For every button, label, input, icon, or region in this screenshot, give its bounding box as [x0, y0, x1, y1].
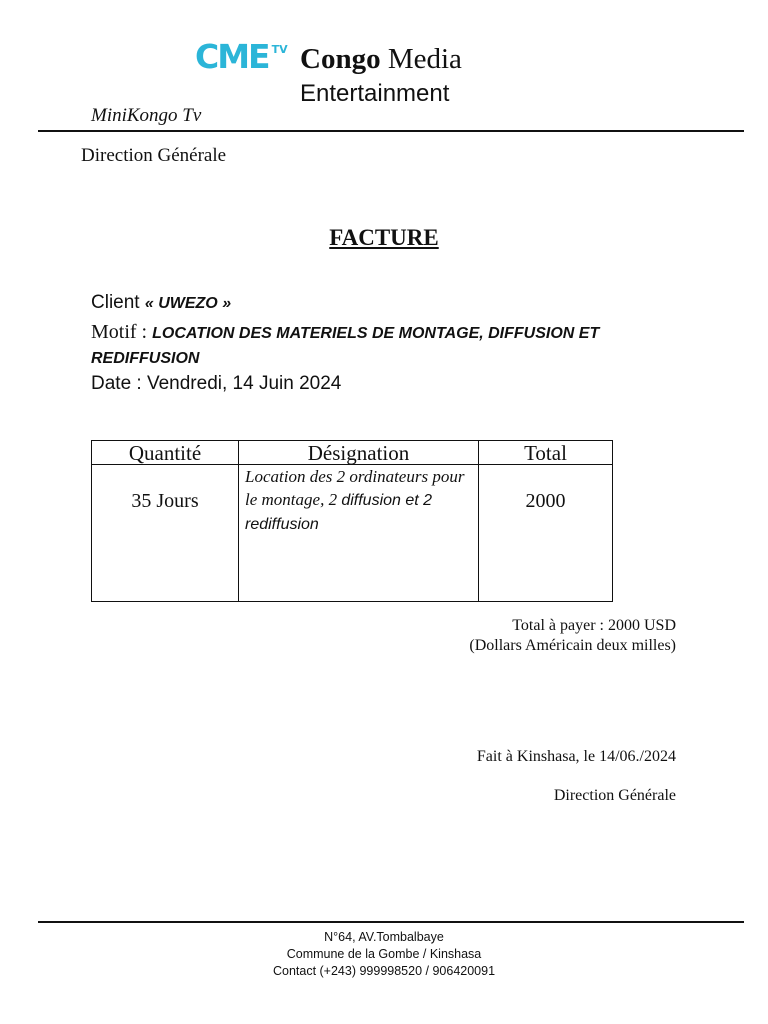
cell-quantity: 35 Jours [92, 465, 239, 602]
footer-divider [38, 921, 744, 923]
company-name-bold: Congo [300, 43, 381, 75]
cell-total: 2000 [479, 465, 613, 602]
date-value: Vendredi, 14 Juin 2024 [146, 373, 342, 394]
date-line [91, 373, 341, 395]
motif-line [91, 320, 671, 371]
designation-text: Location des 2 ordinateurs pour le montage, 2 [245, 467, 465, 509]
footer-commune: Commune de la Gombe / Kinshasa [286, 947, 482, 961]
client-value: « UWEZO » [144, 295, 232, 312]
cme-logo [195, 37, 288, 76]
company-name-line2: Entertainment [300, 80, 450, 107]
designation-text-2: diffusion et 2 rediffusion [245, 492, 433, 533]
footer-address: N°64, AV.Tombalbaye [324, 930, 444, 944]
client-label: Client [91, 292, 145, 313]
table-header-row [92, 441, 613, 465]
header-total: Total [479, 441, 613, 465]
total-amount: Total à payer : 2000 USD [512, 617, 676, 634]
document-title: FACTURE [329, 225, 439, 250]
client-line [91, 292, 231, 314]
motif-value: LOCATION DES MATERIELS DE MONTAGE, DIFFUSION ET REDIFFUSION [91, 325, 600, 367]
logo-mark: CME [195, 37, 269, 76]
sub-brand: MiniKongo Tv [91, 105, 202, 126]
header-quantity: Quantité [92, 441, 239, 465]
header-divider [38, 130, 744, 132]
signatory: Direction Générale [553, 787, 676, 804]
company-name [300, 42, 462, 76]
total-block [469, 616, 676, 656]
table-row [92, 465, 613, 602]
cell-designation [239, 465, 479, 602]
motif-label: Motif : [91, 321, 153, 343]
logo-tv: TV [271, 43, 288, 56]
company-name-rest: Media [380, 43, 462, 75]
total-amount-words: (Dollars Américain deux milles) [469, 637, 676, 654]
invoice-table [91, 440, 613, 602]
footer-contact: Contact (+243) 999998520 / 906420091 [272, 964, 496, 978]
place-date: Fait à Kinshasa, le 14/06./2024 [476, 748, 676, 765]
department-label: Direction Générale [81, 145, 227, 166]
date-label: Date : [91, 373, 147, 394]
header-designation: Désignation [239, 441, 479, 465]
